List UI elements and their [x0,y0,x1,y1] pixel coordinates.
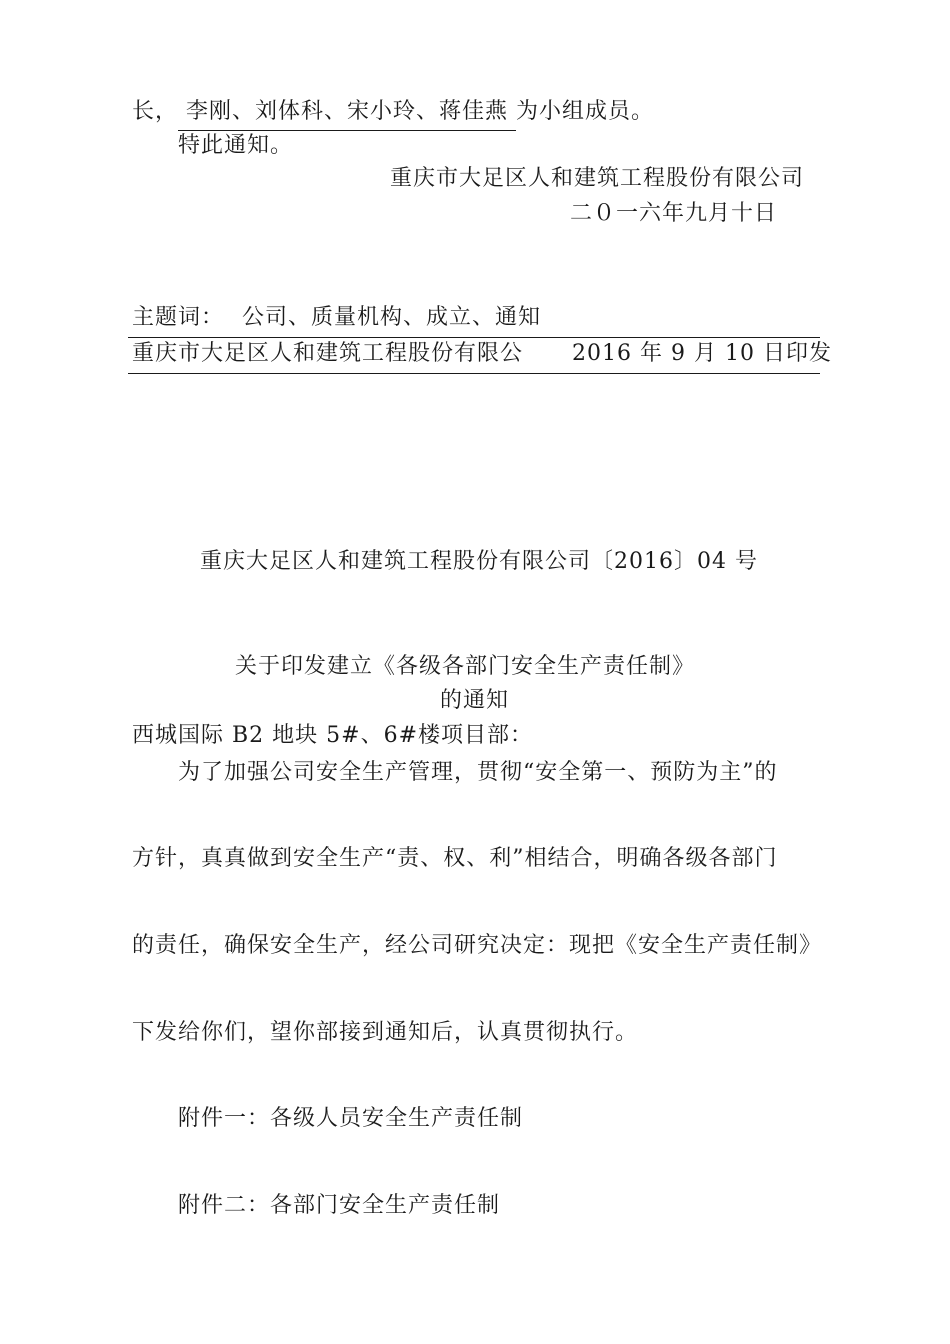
recipient: 西城国际 B2 地块 5#、6#楼项目部： [132,723,534,748]
subject-terms: 公司、质量机构、成立、通知 [242,305,542,330]
attachment-item: 附件二：各部门安全生产责任制 [178,1193,501,1218]
rule-top [128,337,820,338]
issued-date: 2016 年 9 月 10 日印发 [572,341,832,366]
body-line: 下发给你们，望你部接到通知后，认真贯彻执行。 [132,1020,639,1045]
title-line-1: 关于印发建立《各级各部门安全生产责任制》 [235,654,696,679]
members-suffix: 为小组成员。 [516,99,655,124]
notice-special: 特此通知。 [178,133,294,158]
members-names: 李刚、刘体科、宋小玲、蒋佳燕 [178,99,516,131]
subject-line [132,307,541,329]
title-line-2: 的通知 [440,688,510,713]
body-line: 方针，真真做到安全生产“责、权、利”相结合，明确各级各部门 [132,846,778,871]
members-prefix: 长， [132,99,179,124]
members-line [132,101,654,123]
signer-company: 重庆市大足区人和建筑工程股份有限公司 [390,166,805,191]
issuer: 重庆市大足区人和建筑工程股份有限公 [132,341,524,366]
rule-bottom [128,373,820,374]
subject-label: 主题词： [132,305,225,330]
signer-date: 二０一六年九月十日 [570,201,778,226]
body-line: 为了加强公司安全生产管理，贯彻“安全第一、预防为主”的 [178,760,778,785]
body-line: 的责任，确保安全生产，经公司研究决定：现把《安全生产责任制》 [132,933,823,958]
doc-number: 重庆大足区人和建筑工程股份有限公司〔2016〕04 号 [200,549,758,574]
attachment-item: 附件一：各级人员安全生产责任制 [178,1106,524,1131]
